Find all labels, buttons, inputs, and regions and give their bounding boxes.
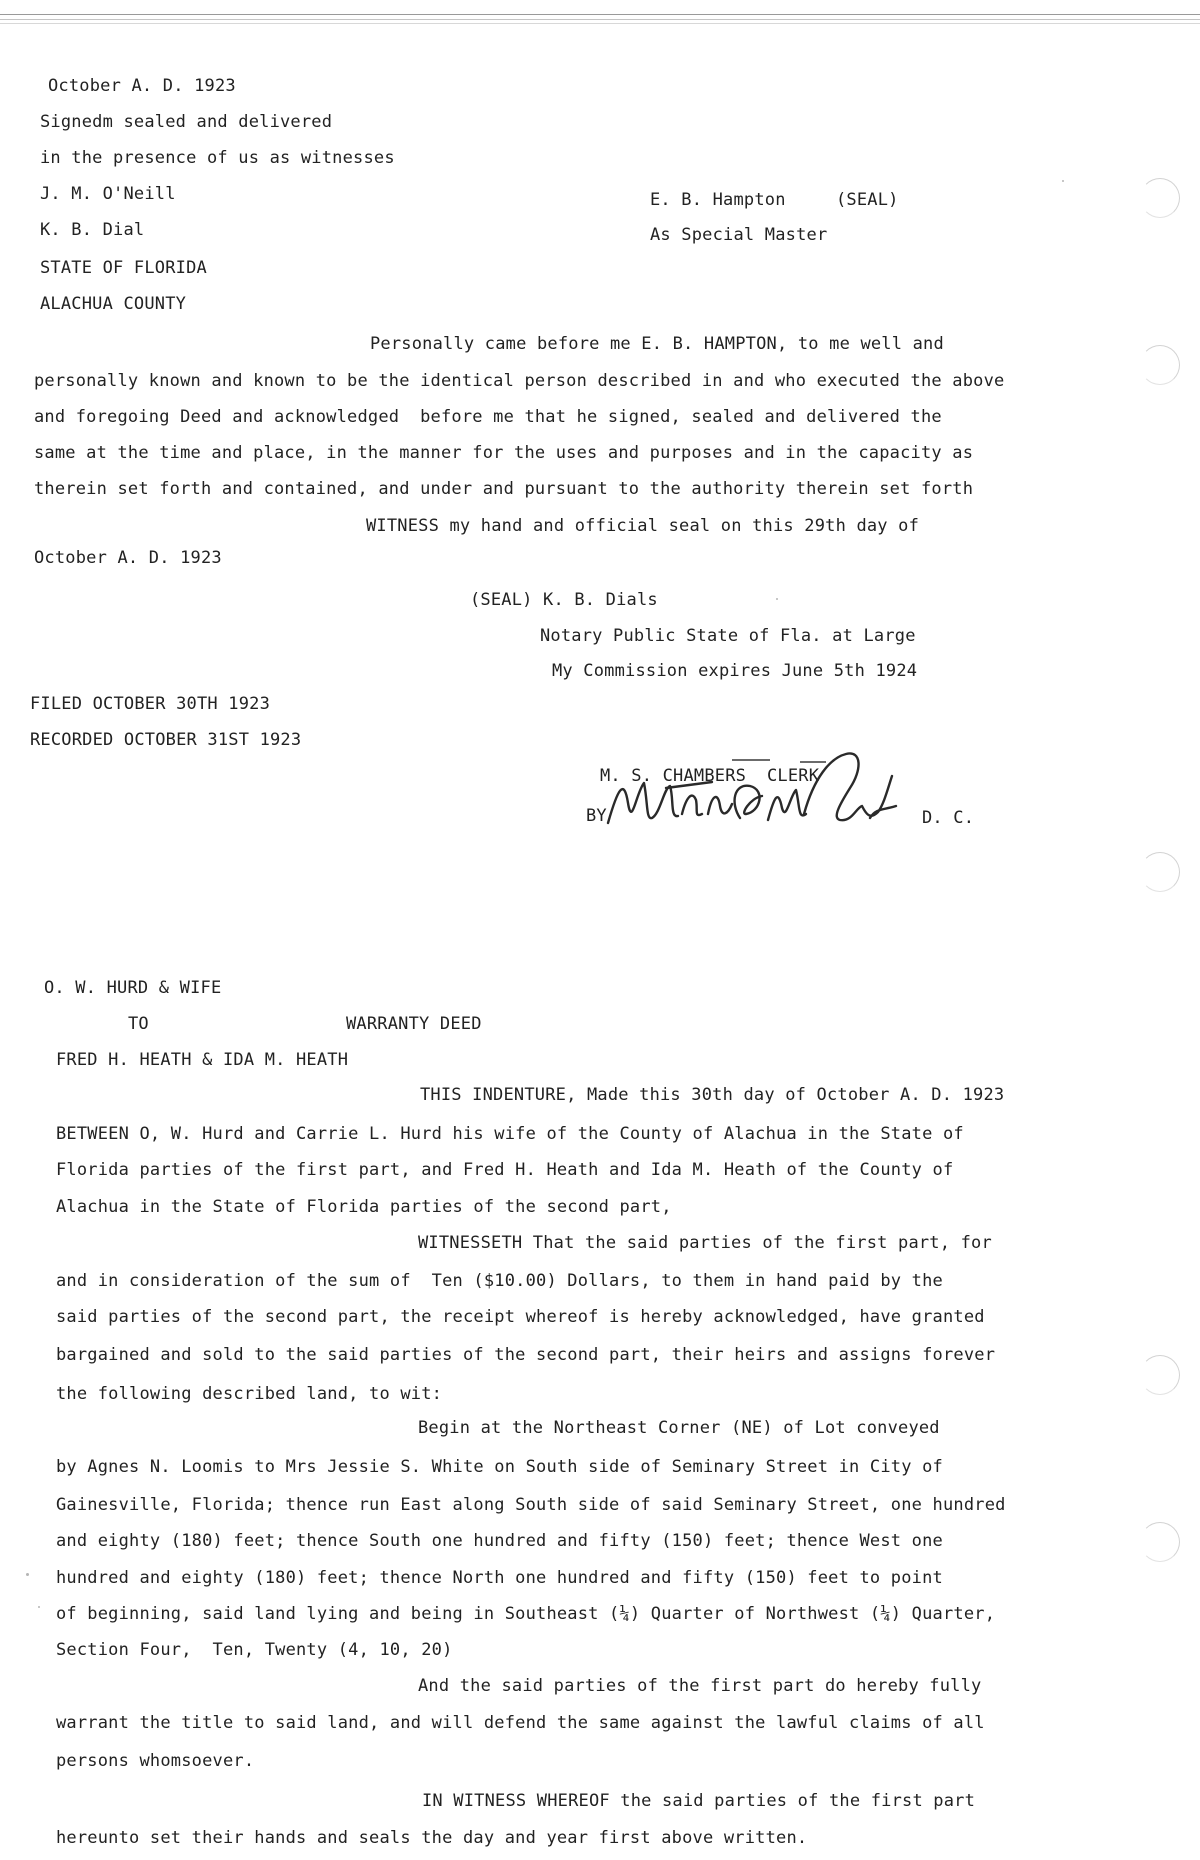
filed-stamp: FILED OCTOBER 30TH 1923	[30, 694, 271, 714]
deed-body-line: And the said parties of the first part do hereby fully	[418, 1676, 982, 1696]
punch-hole	[1140, 852, 1180, 892]
deed-body-line: persons whomsoever.	[56, 1751, 255, 1771]
scan-edge-line	[0, 23, 1200, 24]
deed-body-line: of beginning, said land lying and being in Southeast (¼) Quarter of Northwest (¼) Quarter,	[56, 1604, 996, 1624]
deputy-clerk-label: D. C.	[922, 808, 975, 828]
scan-edge-line	[0, 19, 1200, 20]
seal-mark: (SEAL)	[836, 190, 899, 210]
date-line: October A. D. 1923	[48, 76, 236, 96]
grantee-heading: FRED H. HEATH & IDA M. HEATH	[56, 1050, 349, 1070]
recorded-stamp: RECORDED OCTOBER 31ST 1923	[30, 730, 302, 750]
deed-body-line: said parties of the second part, the receipt whereof is hereby acknowledged, have granted	[56, 1307, 985, 1327]
acknowledgment-line: same at the time and place, in the manner for the uses and purposes and in the capacity as	[34, 443, 974, 463]
grantor-heading: O. W. HURD & WIFE	[44, 978, 222, 998]
deed-body-line: and eighty (180) feet; thence South one hundred and fifty (150) feet; thence West one	[56, 1531, 943, 1551]
deed-body-line: Florida parties of the first part, and Fred H. Heath and Ida M. Heath of the County of	[56, 1160, 954, 1180]
scan-speck	[26, 1573, 29, 1576]
deed-body-line: hereunto set their hands and seals the day and year first above written.	[56, 1828, 808, 1848]
scan-speck	[38, 1606, 40, 1608]
acknowledgment-date: October A. D. 1923	[34, 548, 222, 568]
state-heading: STATE OF FLORIDA	[40, 258, 207, 278]
deed-body-line: Alachua in the State of Florida parties of the second part,	[56, 1197, 672, 1217]
acknowledgment-line: and foregoing Deed and acknowledged before me that he signed, sealed and delivered the	[34, 407, 942, 427]
deed-body-line: hundred and eighty (180) feet; thence North one hundred and fifty (150) feet to point	[56, 1568, 943, 1588]
grantor-signature-name: E. B. Hampton	[650, 190, 786, 210]
witness-name: K. B. Dial	[40, 220, 145, 240]
deed-body-line: bargained and sold to the said parties of the second part, their heirs and assigns forever	[56, 1345, 996, 1365]
witness-clause: WITNESS my hand and official seal on this 29th day of	[366, 516, 920, 536]
notary-seal-line: (SEAL) K. B. Dials	[470, 590, 658, 610]
punch-hole	[1140, 178, 1180, 218]
punch-hole	[1140, 1522, 1180, 1562]
notary-title: Notary Public State of Fla. at Large	[540, 626, 916, 646]
deed-body-line: by Agnes N. Loomis to Mrs Jessie S. White on South side of Seminary Street in City of	[56, 1457, 943, 1477]
acknowledgment-line: personally known and known to be the identical person described in and who executed the above	[34, 371, 1005, 391]
punch-hole	[1140, 1355, 1180, 1395]
signer-title: As Special Master	[650, 225, 828, 245]
deed-body-line: WITNESSETH That the said parties of the first part, for	[418, 1233, 992, 1253]
deed-body-line: and in consideration of the sum of Ten ($10.00) Dollars, to them in hand paid by the	[56, 1271, 943, 1291]
punch-hole	[1140, 345, 1180, 385]
deed-body-line: IN WITNESS WHEREOF the said parties of the first part	[422, 1791, 976, 1811]
deed-body-line: Begin at the Northeast Corner (NE) of Lot conveyed	[418, 1418, 940, 1438]
commission-expiry: My Commission expires June 5th 1924	[552, 661, 918, 681]
deed-body-line: THIS INDENTURE, Made this 30th day of October A. D. 1923	[420, 1085, 1005, 1105]
scan-edge-line	[0, 14, 1200, 15]
to-label: TO	[128, 1014, 149, 1034]
witness-presence-line: in the presence of us as witnesses	[40, 148, 395, 168]
by-label: BY	[586, 806, 607, 826]
deed-body-line: BETWEEN O, W. Hurd and Carrie L. Hurd his wife of the County of Alachua in the State of	[56, 1124, 964, 1144]
signed-sealed-line: Signedm sealed and delivered	[40, 112, 333, 132]
deed-body-line: Section Four, Ten, Twenty (4, 10, 20)	[56, 1640, 453, 1660]
scan-speck	[776, 598, 778, 600]
deed-body-line: Gainesville, Florida; thence run East along South side of said Seminary Street, one hundred	[56, 1495, 1006, 1515]
witness-name: J. M. O'Neill	[40, 184, 176, 204]
acknowledgment-line: Personally came before me E. B. HAMPTON, to me well and	[370, 334, 944, 354]
county-heading: ALACHUA COUNTY	[40, 294, 187, 314]
acknowledgment-line: therein set forth and contained, and under and pursuant to the authority therein set forth	[34, 479, 974, 499]
deed-body-line: warrant the title to said land, and will defend the same against the lawful claims of all	[56, 1713, 985, 1733]
clerk-signature-icon	[600, 748, 910, 838]
deed-body-line: the following described land, to wit:	[56, 1384, 443, 1404]
document-type-heading: WARRANTY DEED	[346, 1014, 482, 1034]
scan-speck	[1062, 180, 1064, 182]
clerk-line: M. S. CHAMBERS CLERK	[600, 766, 820, 786]
